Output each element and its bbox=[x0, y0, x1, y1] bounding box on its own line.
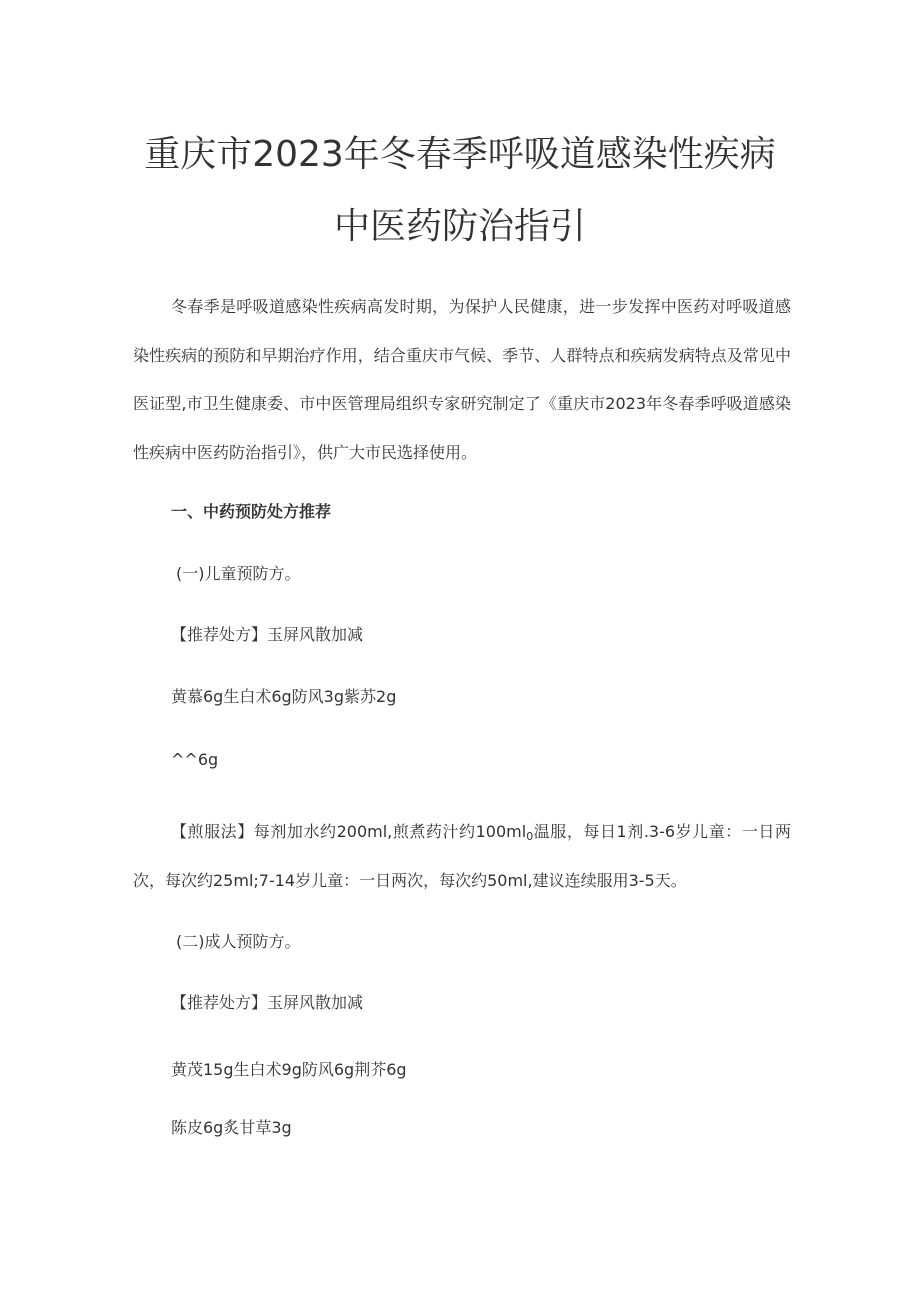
decoction-method-part-1: 【煎服法】每剂加水约200ml,煎煮药汁约100ml bbox=[171, 822, 527, 841]
prescription-children: 【推荐处方】玉屏风散加减 bbox=[171, 625, 364, 644]
herbs-children-line-1: 黄慕6g生白术6g防风3g紫苏2g bbox=[171, 687, 397, 706]
document-title-line-2: 中医药防治指引 bbox=[333, 206, 586, 247]
decoction-method-part-2: 温服，每日1剂.3-6岁儿童：一日两次，每次约25ml;7-14岁儿童：一日两次，每次约50ml,建议连续服用3-5天。 bbox=[133, 822, 791, 890]
herbs-adults-line-2: 陈皮6g炙甘草3g bbox=[171, 1118, 292, 1137]
herbs-children-line-2: ^^6g bbox=[171, 750, 219, 769]
section-heading-prevention: 一、中药预防处方推荐 bbox=[171, 502, 332, 521]
herbs-adults-line-1: 黄茂15g生白术9g防风6g荆芥6g bbox=[171, 1060, 407, 1079]
decoction-method-paragraph bbox=[133, 808, 791, 905]
decoction-method-subscript: 0 bbox=[526, 830, 534, 843]
prescription-adults: 【推荐处方】玉屏风散加减 bbox=[171, 993, 364, 1012]
document-title-line-1: 重庆市2023年冬春季呼吸道感染性疾病 bbox=[144, 134, 776, 175]
intro-paragraph: 冬春季是呼吸道感染性疾病高发时期，为保护人民健康，进一步发挥中医药对呼吸道感染性疾病的预防和早期治疗作用，结合重庆市气候、季节、人群特点和疾病发病特点及常见中医证型,市卫生健康委、市中医管理局组织专家研究制定了《重庆市2023年冬春季呼吸道感染性疾病中医药防治指引》，供广大市民选择使用。 bbox=[133, 297, 791, 462]
subsection-heading-children: (一)儿童预防方。 bbox=[176, 564, 301, 583]
subsection-heading-adults: (二)成人预防方。 bbox=[176, 932, 301, 951]
